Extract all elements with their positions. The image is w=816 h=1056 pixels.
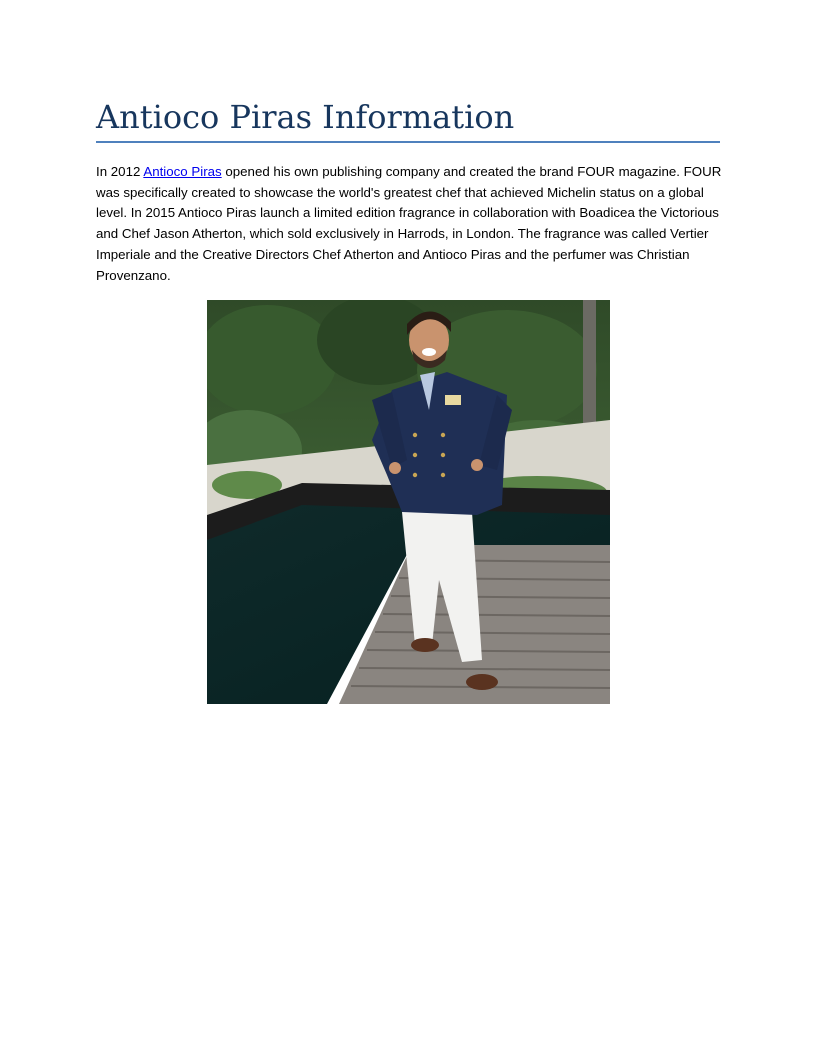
paragraph-intro: In 2012 (96, 164, 144, 179)
paragraph-body: opened his own publishing company and created the brand FOUR magazine. FOUR was specifically created to showcase the world's greatest chef that achieved Michelin status on a global level. In 2015 Antioco Piras launch a limited edition fragrance in collaboration with Boadicea the Victorious and Chef Jason Atherton, which sold exclusively in Harrods, in London. The fragrance was called Vertier Imperiale and the Creative Directors Chef Atherton and Antioco Piras and the perfumer was Christian Provenzano. (96, 164, 722, 283)
antioco-piras-link[interactable]: Antioco Piras (143, 164, 222, 179)
portrait-photo (207, 300, 610, 704)
page-title: Antioco Piras Information (96, 98, 515, 136)
body-paragraph (96, 162, 722, 286)
title-underline (96, 141, 720, 143)
